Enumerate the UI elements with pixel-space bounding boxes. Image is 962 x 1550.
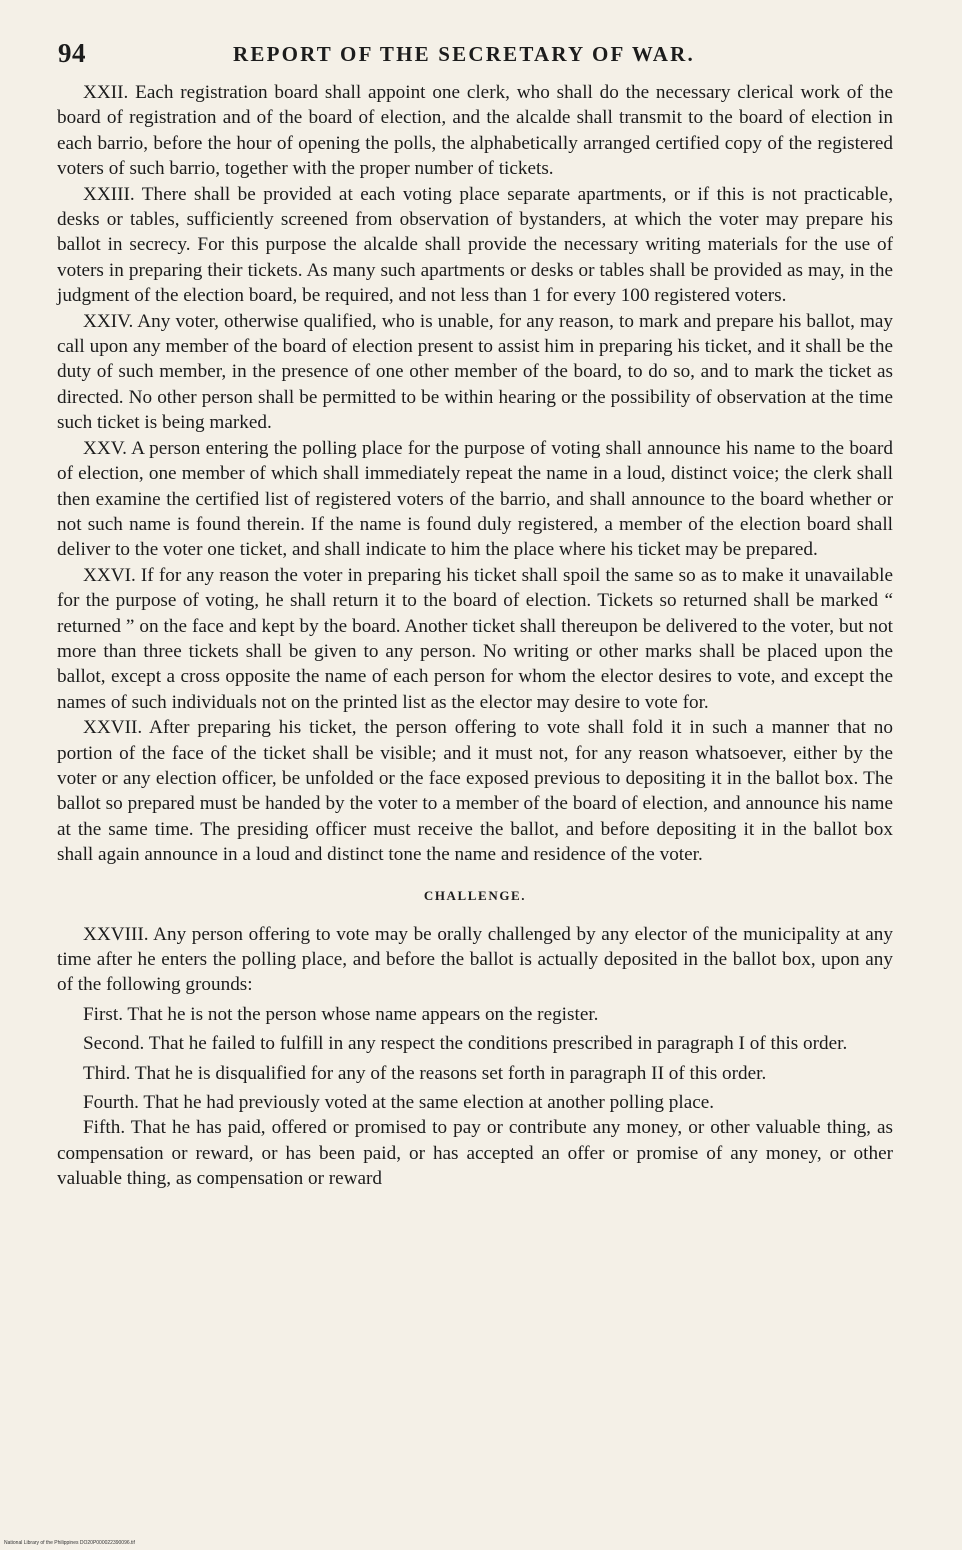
- paragraph-xxiv: XXIV. Any voter, otherwise qualified, who is unable, for any reason, to mark and prepare his ballot, may call upon any member of the board of election present to assist him in preparing his ticket, and it shall be the duty of such member, in the presence of one other member of the board, to do so, and to mark the ticket as directed. No other person shall be permitted to be within hearing or the possibility of observation at the time such ticket is being marked.: [57, 310, 893, 434]
- section-heading-challenge: CHALLENGE.: [423, 887, 527, 903]
- running-head: REPORT OF THE SECRETARY OF WAR.: [233, 42, 695, 66]
- paragraph-xxvi: XXVI. If for any reason the voter in preparing his ticket shall spoil the same so as to make it unavailable for the purpose of voting, he shall return it to the board of election. Tickets so returned shall be marked “ returned ” on the face and kept by the board. Another ticket shall thereupon be delivered to the voter, but not more than three tickets shall be given to any person. No writing or other marks shall be placed upon the ballot, except a cross opposite the name of each person for whom the elector desires to vote, and except the names of such individuals not on the printed list as the elector may desire to vote for.: [57, 564, 893, 713]
- body-text: [57, 80, 893, 1192]
- paragraph-xxvii: XXVII. After preparing his ticket, the person offering to vote shall fold it in such a manner that no portion of the face of the ticket shall be visible; and it must not, for any reason whatsoever, either by the voter or any election officer, be unfolded or the face exposed previous to depositing it in the ballot box. The ballot so prepared must be handed by the voter to a member of the board of election, and announce his name at the same time. The presiding officer must receive the ballot, and before depositing it in the ballot box shall again announce in a loud and distinct tone the name and residence of the voter.: [57, 717, 893, 866]
- ground-second: Second. That he failed to fulfill in any respect the conditions prescribed in paragraph I of this order.: [83, 1033, 848, 1055]
- page-number: 94: [58, 38, 86, 68]
- ground-first: First. That he is not the person whose name appears on the register.: [83, 1003, 599, 1025]
- scan-footer: National Library of the Philippines DO20P000022390096.tif: [4, 1540, 135, 1546]
- paragraph-xxv: XXV. A person entering the polling place for the purpose of voting shall announce his name to the board of election, one member of which shall immediately repeat the name in a loud, distinct voice; the clerk shall then examine the certified list of registered voters of the barrio, and shall announce to the board whether or not such name is found therein. If the name is found duly registered, a member of the election board shall deliver to the voter one ticket, and shall indicate to him the place where his ticket may be prepared.: [57, 437, 893, 561]
- page-header: [58, 38, 918, 74]
- paragraph-xxii: XXII. Each registration board shall appoint one clerk, who shall do the necessary clerical work of the board of registration and of the board of election, and the alcalde shall transmit to the board of election in each barrio, before the hour of opening the polls, the alphabetically arranged certified copy of the registered voters of such barrio, together with the proper number of tickets.: [57, 82, 893, 180]
- ground-third: Third. That he is disqualified for any of the reasons set forth in paragraph II of this order.: [83, 1062, 767, 1084]
- ground-fifth: Fifth. That he has paid, offered or promised to pay or contribute any money, or other valuable thing, as compensation or reward, or has been paid, or has accepted an offer or promise of any money, or other valuable thing, as compensation or reward: [57, 1117, 893, 1190]
- paragraph-xxiii: XXIII. There shall be provided at each voting place separate apartments, or if this is not practicable, desks or tables, sufficiently screened from observation of bystanders, at which the voter may prepare his ballot in secrecy. For this purpose the alcalde shall provide the necessary writing materials for the use of voters in preparing their tickets. As many such apartments or desks or tables shall be provided as may, in the judgment of the election board, be required, and not less than 1 for every 100 registered voters.: [57, 183, 893, 307]
- paragraph-xxviii: XXVIII. Any person offering to vote may be orally challenged by any elector of the municipality at any time after he enters the polling place, and before the ballot is actually deposited in the ballot box, upon any of the following grounds:: [57, 923, 893, 996]
- ground-fourth: Fourth. That he had previously voted at the same election at another polling place.: [83, 1092, 715, 1114]
